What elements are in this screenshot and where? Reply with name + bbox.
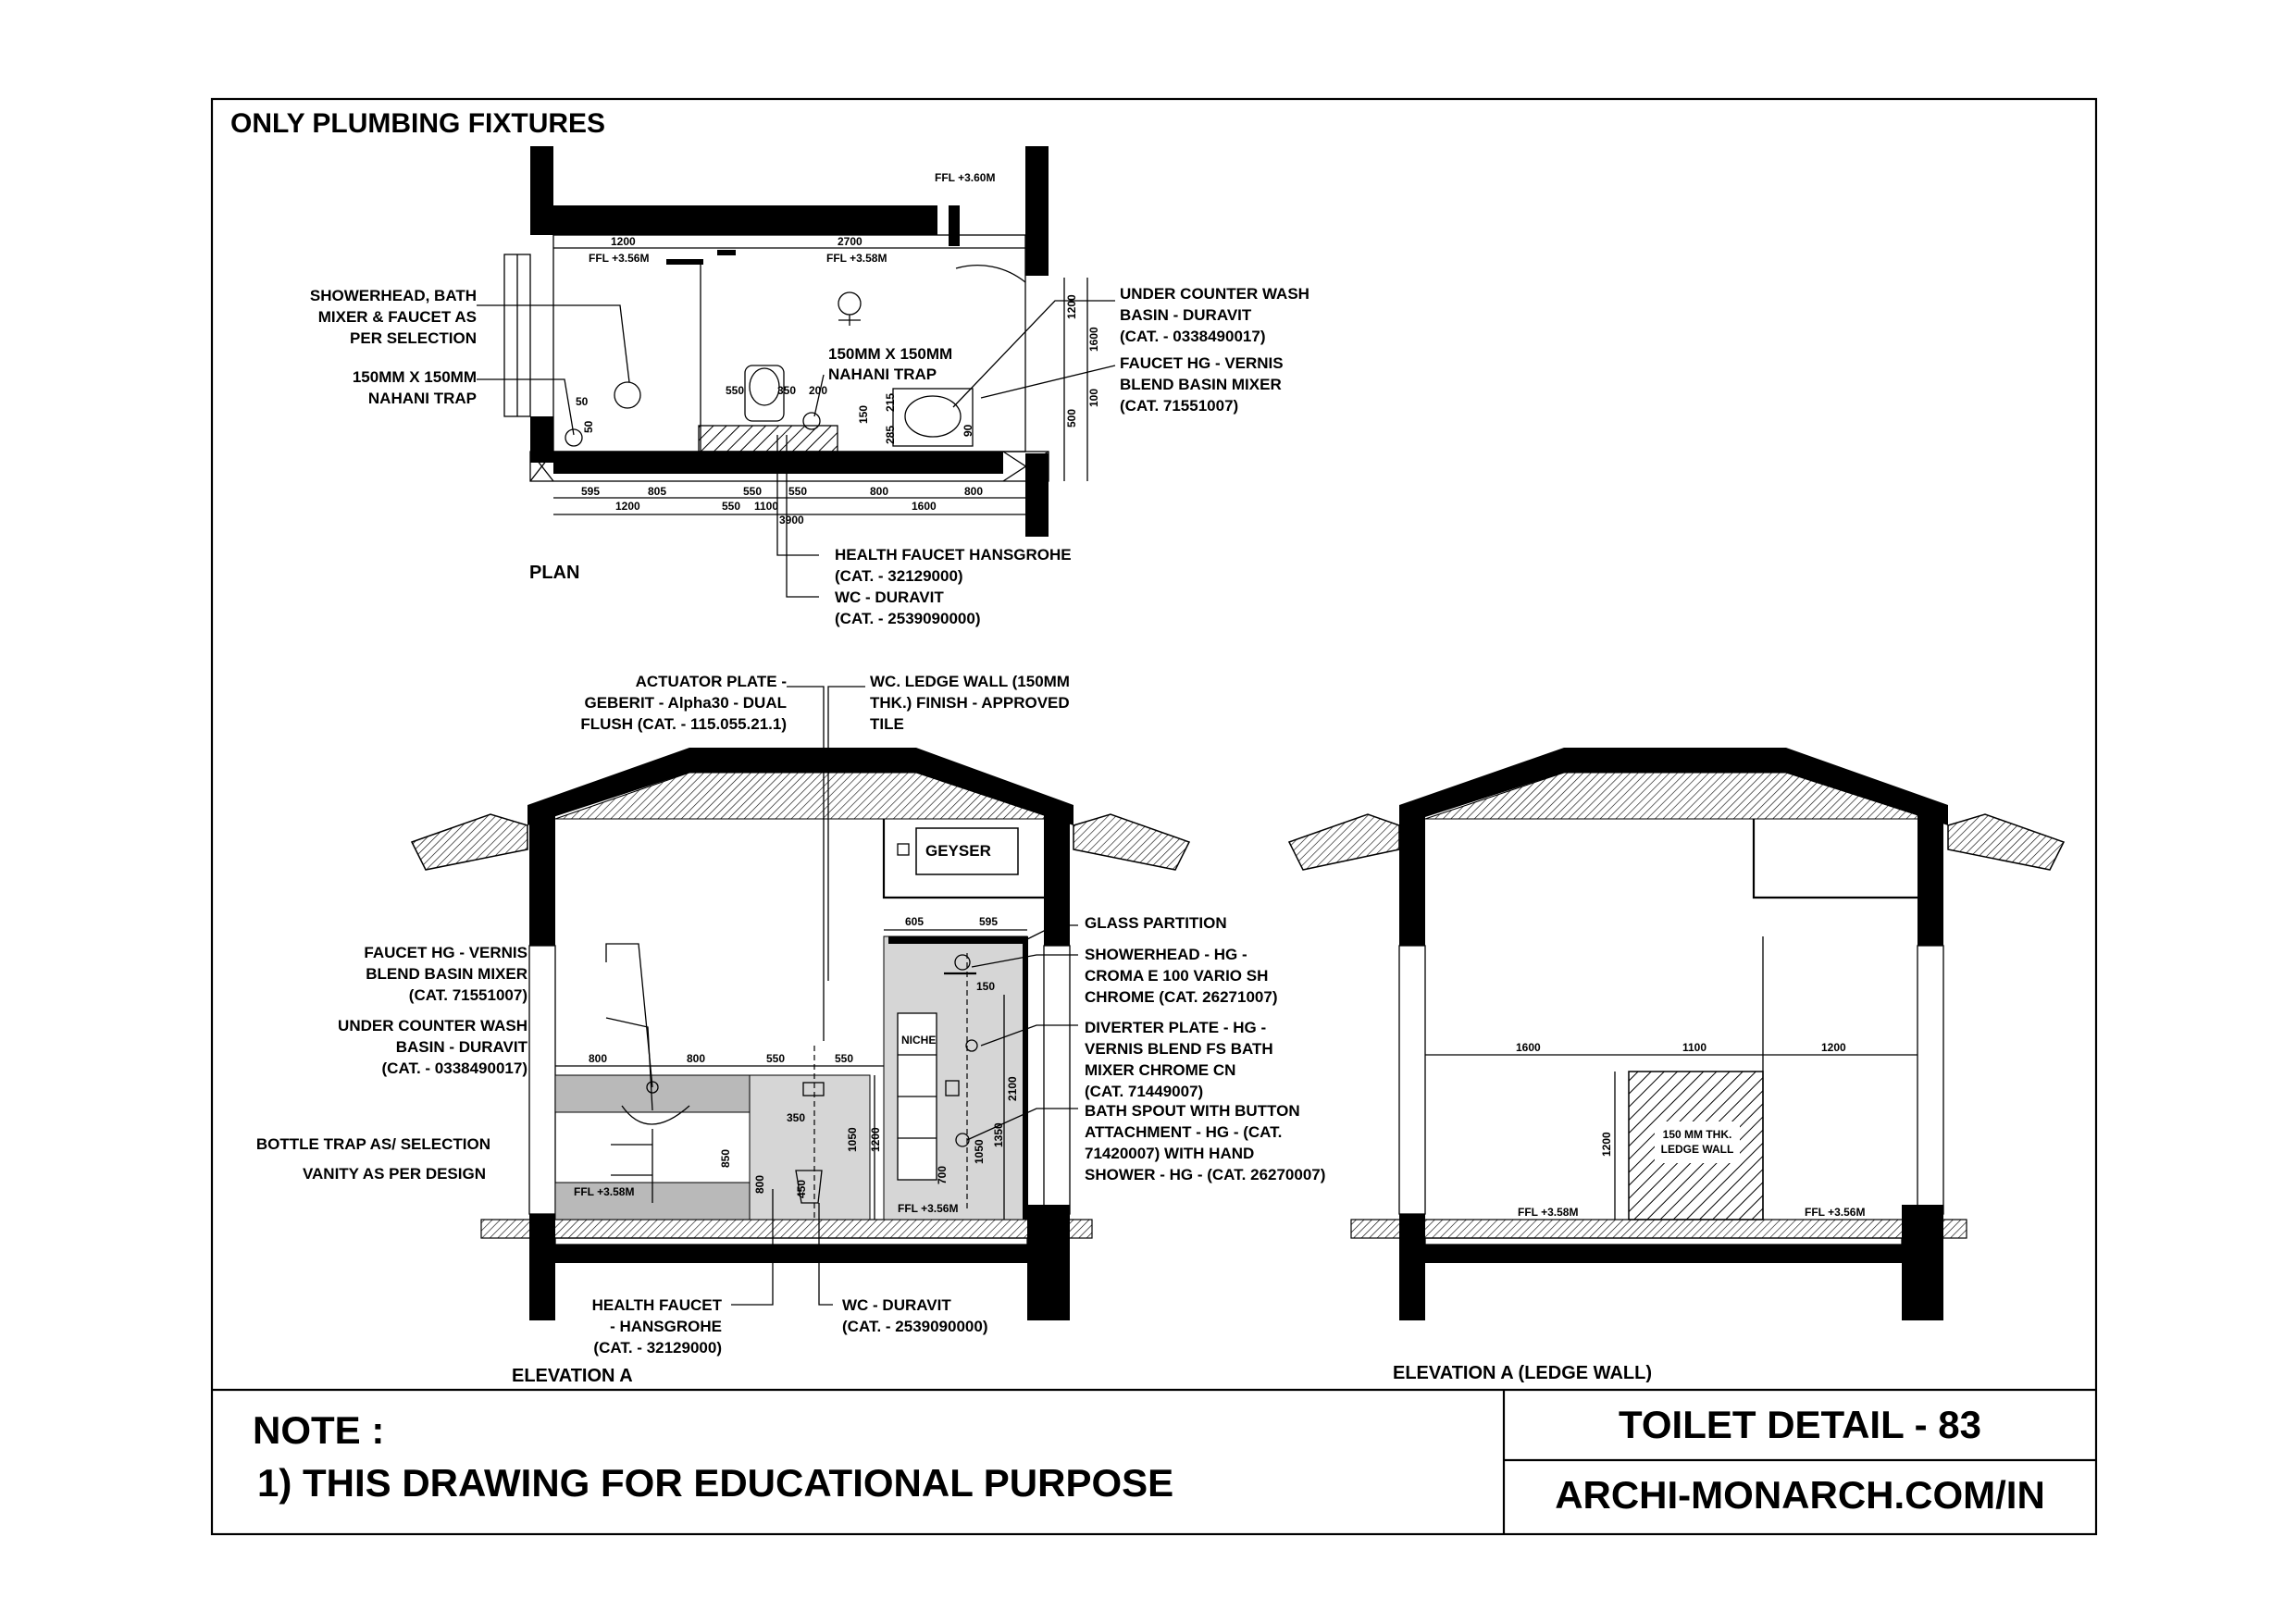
- geyser-label: GEYSER: [925, 842, 991, 860]
- callout-line: GEBERIT - Alpha30 - DUAL: [584, 694, 787, 712]
- plan-callout-faucet: [1120, 354, 1284, 415]
- plan-dim-i5: 50: [582, 420, 595, 433]
- callout-line: BATH SPOUT WITH BUTTON: [1085, 1102, 1300, 1120]
- plan-dim-i8: 215: [884, 392, 897, 412]
- elevation-ledge-drawing: [1289, 748, 2064, 1320]
- elev-dim-m11: 2100: [1006, 1076, 1019, 1101]
- elev-callout-health-faucet: [592, 1296, 723, 1357]
- callout-line: WC. LEDGE WALL (150MM: [870, 673, 1070, 690]
- elev-dim-t3: 550: [766, 1052, 786, 1065]
- plan-dim-i6: 150: [857, 404, 870, 424]
- ledge-level-2: FFL +3.56M: [1805, 1206, 1866, 1219]
- callout-line: WC - DURAVIT: [835, 588, 944, 606]
- callout-line: ACTUATOR PLATE -: [635, 673, 787, 690]
- plan-dim-i12: 1600: [1087, 327, 1100, 352]
- plan-dim-c4: 1600: [912, 500, 937, 513]
- callout-line: TILE: [870, 715, 904, 733]
- callout-line: ATTACHMENT - HG - (CAT.: [1085, 1123, 1283, 1141]
- callout-line: (CAT. - 2539090000): [842, 1318, 988, 1335]
- callout-line: SHOWERHEAD, BATH: [309, 287, 477, 304]
- plan-dim-i9: 90: [962, 424, 974, 437]
- elev-dim-m4: 450: [795, 1179, 808, 1198]
- callout-line: BASIN - DURAVIT: [395, 1038, 527, 1056]
- note-heading: NOTE :: [253, 1408, 385, 1452]
- callout-line: NAHANI TRAP: [367, 390, 477, 407]
- plan-niche-label: NICHE: [645, 450, 680, 463]
- callout-line: BLEND BASIN MIXER: [366, 965, 527, 983]
- plan-callout-basin: [1120, 285, 1309, 345]
- callout-line: MIXER & FAUCET AS: [317, 308, 477, 326]
- elev-callout-actuator: [580, 673, 787, 733]
- callout-line: UNDER COUNTER WASH: [338, 1017, 527, 1035]
- plan-dim-i10: 500: [1065, 408, 1078, 427]
- plan-dim-b2: 805: [648, 485, 667, 498]
- callout-line: (CAT. - 32129000): [835, 567, 963, 585]
- plan-dim-top-2: 2700: [838, 235, 863, 248]
- note-line: 1) THIS DRAWING FOR EDUCATIONAL PURPOSE: [257, 1461, 1174, 1505]
- plan-callout-wc: [835, 588, 981, 627]
- plan-dim-i1: 550: [726, 384, 745, 397]
- plan-dim-i4: 50: [576, 395, 589, 408]
- callout-line: FLUSH (CAT. - 115.055.21.1): [580, 715, 787, 733]
- plan-dim-b1: 595: [581, 485, 601, 498]
- callout-line: PER SELECTION: [350, 329, 477, 347]
- plan-dim-c1: 1200: [615, 500, 640, 513]
- callout-line: VERNIS BLEND FS BATH: [1085, 1040, 1273, 1058]
- plan-dim-i11: 100: [1087, 388, 1100, 407]
- elev-callout-ledge-wall: [870, 673, 1070, 733]
- elev-callout-glass: GLASS PARTITION: [1085, 914, 1227, 932]
- plan-dim-i7: 285: [884, 425, 897, 444]
- callout-line: (CAT. - 2539090000): [835, 610, 981, 627]
- plan-dim-total: 3900: [779, 514, 804, 527]
- plan-dim-b3: 550: [743, 485, 763, 498]
- elev-callout-wc: [842, 1296, 988, 1335]
- elevation-a-level-2: FFL +3.56M: [898, 1202, 959, 1215]
- callout-line: BASIN - DURAVIT: [1120, 306, 1252, 324]
- ledge-dim-height: 1200: [1600, 1132, 1613, 1157]
- elev-callout-basin: [338, 1017, 528, 1077]
- callout-line: MIXER CHROME CN: [1085, 1061, 1236, 1079]
- plan-callout-showerhead: [310, 287, 477, 347]
- sheet-title: TOILET DETAIL - 83: [1618, 1403, 1982, 1446]
- elev-callout-faucet: [364, 944, 527, 1004]
- plan-callout-health-faucet: [835, 546, 1072, 585]
- website-label: ARCHI-MONARCH.COM/IN: [1555, 1473, 2045, 1517]
- elev-dim-t4: 550: [835, 1052, 854, 1065]
- elev-dim-m2: 850: [719, 1148, 732, 1168]
- elevation-a-drawing: [412, 687, 1189, 1320]
- callout-line: (CAT. - 32129000): [593, 1339, 722, 1357]
- elev-dim-m9: 1050: [973, 1139, 986, 1164]
- elev-callout-diverter: [1085, 1019, 1273, 1100]
- elev-dim-t2: 800: [687, 1052, 706, 1065]
- ledge-dim-3: 1200: [1821, 1041, 1846, 1054]
- callout-line: THK.) FINISH - APPROVED: [870, 694, 1070, 712]
- callout-line: SHOWER - HG - (CAT. 26270007): [1085, 1166, 1326, 1183]
- callout-line: NAHANI TRAP: [828, 365, 937, 383]
- callout-line: 150MM X 150MM: [352, 368, 477, 386]
- elev-dim-m8: 150: [976, 980, 996, 993]
- callout-line: WC - DURAVIT: [842, 1296, 951, 1314]
- elev-callout-bottle-trap: BOTTLE TRAP AS/ SELECTION: [255, 1135, 490, 1153]
- plan-dim-c3: 1100: [754, 500, 779, 513]
- elev-dim-m7: 700: [936, 1165, 949, 1184]
- callout-line: HEALTH FAUCET: [591, 1296, 722, 1314]
- plan-dim-i13: 1200: [1065, 294, 1078, 319]
- elev-dim-m5: 1050: [846, 1127, 859, 1152]
- elevation-ledge-caption: ELEVATION A (LEDGE WALL): [1393, 1363, 1652, 1383]
- plan-caption: PLAN: [529, 563, 580, 583]
- elevation-a-niche: NICHE: [901, 1034, 937, 1047]
- plan-callout-nahani-left: [353, 368, 477, 407]
- elev-dim-m3: 800: [753, 1174, 766, 1194]
- callout-line: (CAT. 71551007): [1120, 397, 1239, 415]
- plan-dim-b5: 800: [870, 485, 889, 498]
- callout-line: (CAT. - 0338490017): [1120, 328, 1266, 345]
- plan-level-2: FFL +3.56M: [589, 252, 650, 265]
- callout-line: (CAT. - 0338490017): [381, 1059, 527, 1077]
- plan-callout-nahani-mid: [828, 345, 952, 383]
- callout-line: BLEND BASIN MIXER: [1120, 376, 1282, 393]
- callout-line: 71420007) WITH HAND: [1085, 1145, 1255, 1162]
- elevation-a-level-1: FFL +3.58M: [574, 1185, 635, 1198]
- plan-dim-b4: 550: [788, 485, 808, 498]
- elev-dim-m10: 1350: [992, 1122, 1005, 1147]
- callout-line: 150MM X 150MM: [828, 345, 953, 363]
- plan-level-3: FFL +3.58M: [826, 252, 887, 265]
- elev-dim-t6: 595: [979, 915, 999, 928]
- plan-level-1: FFL +3.60M: [935, 171, 996, 184]
- ledge-wall-label-1: 150 MM THK.: [1662, 1128, 1732, 1141]
- plan-bottom-dims: [581, 485, 983, 527]
- callout-line: (CAT. 71449007): [1085, 1083, 1204, 1100]
- elev-dim-m6: 1200: [869, 1127, 882, 1152]
- plan-dim-c2: 550: [722, 500, 741, 513]
- ledge-level-1: FFL +3.58M: [1518, 1206, 1579, 1219]
- elevation-a-caption: ELEVATION A: [512, 1366, 633, 1386]
- plan-dim-b6: 800: [964, 485, 984, 498]
- elev-callout-vanity: VANITY AS PER DESIGN: [302, 1165, 486, 1183]
- sheet-heading: ONLY PLUMBING FIXTURES: [230, 108, 606, 139]
- plan-dim-top-1: 1200: [611, 235, 636, 248]
- callout-line: CROMA E 100 VARIO SH: [1085, 967, 1269, 985]
- ledge-dim-2: 1100: [1682, 1041, 1707, 1054]
- callout-line: FAUCET HG - VERNIS: [364, 944, 527, 961]
- plan-drawing: [477, 146, 1115, 597]
- callout-line: DIVERTER PLATE - HG -: [1085, 1019, 1267, 1036]
- callout-line: HEALTH FAUCET HANSGROHE: [835, 546, 1072, 564]
- elev-dim-m1: 350: [787, 1111, 806, 1124]
- ledge-wall-label-2: LEDGE WALL: [1660, 1143, 1734, 1156]
- callout-line: FAUCET HG - VERNIS: [1120, 354, 1284, 372]
- elev-dim-t1: 800: [589, 1052, 608, 1065]
- callout-line: (CAT. 71551007): [408, 986, 527, 1004]
- ledge-dim-1: 1600: [1516, 1041, 1541, 1054]
- plan-dim-i2: 350: [777, 384, 797, 397]
- callout-line: - HANSGROHE: [610, 1318, 722, 1335]
- elev-callout-bath-spout: [1085, 1102, 1325, 1183]
- callout-line: SHOWERHEAD - HG -: [1085, 946, 1247, 963]
- callout-line: CHROME (CAT. 26271007): [1085, 988, 1278, 1006]
- plan-dim-i3: 200: [809, 384, 828, 397]
- elev-dim-t5: 605: [905, 915, 925, 928]
- elev-callout-showerhead: [1085, 946, 1277, 1006]
- callout-line: UNDER COUNTER WASH: [1120, 285, 1309, 303]
